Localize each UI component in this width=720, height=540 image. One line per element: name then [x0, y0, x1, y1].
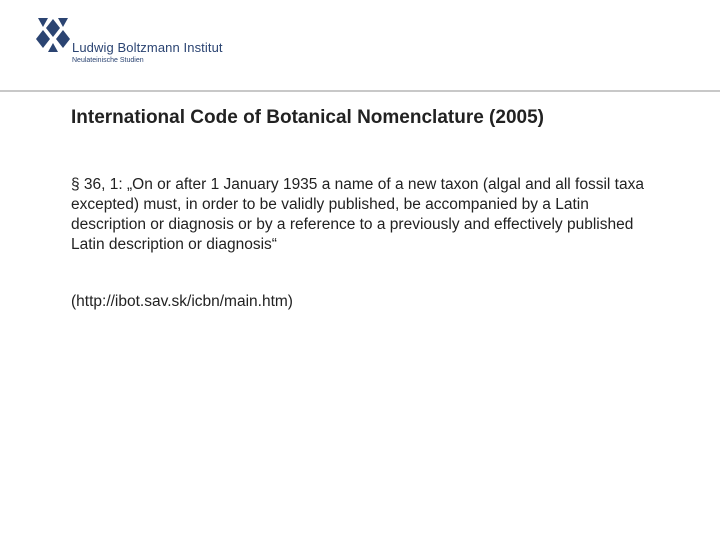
institute-subtitle: Neulateinische Studien — [72, 57, 144, 64]
diamond-cluster-logo-icon — [34, 16, 72, 54]
code-quote: § 36, 1: „On or after 1 January 1935 a name of a new taxon (algal and all fossil taxa excepted) must, in order to be validly published, be accompanied by a Latin description or diagnosis or by a reference to a previously and effectively published Latin description or diagnosis“ — [71, 176, 644, 253]
slide-header — [0, 0, 720, 90]
header-divider — [0, 90, 720, 92]
source-reference: (http://ibot.sav.sk/icbn/main.htm) — [71, 293, 293, 310]
slide-title: International Code of Botanical Nomenclature (2005) — [71, 107, 544, 128]
institute-name: Ludwig Boltzmann Institut — [72, 40, 223, 55]
